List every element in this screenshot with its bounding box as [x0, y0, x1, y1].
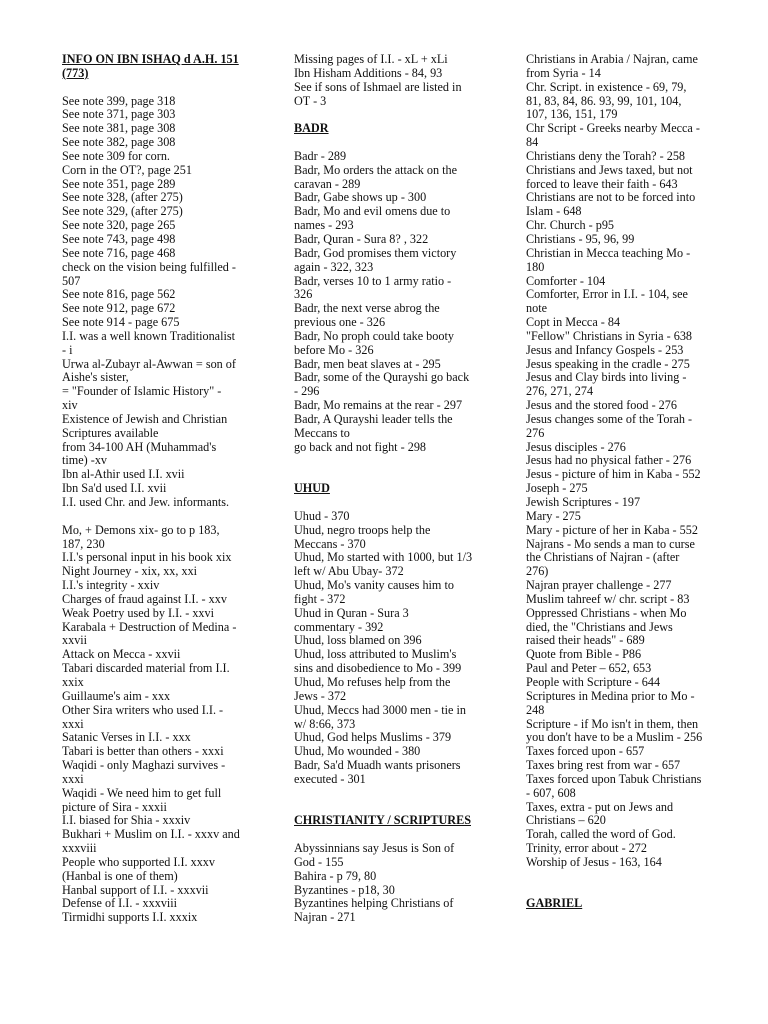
index-entry: Weak Poetry used by I.I. - xxvi — [62, 605, 215, 620]
index-entry: Oppressed Christians - when Mo — [526, 605, 687, 620]
blank-line — [62, 81, 277, 95]
index-entry: 326 — [294, 287, 313, 302]
index-entry: Badr, Quran - Sura 8? , 322 — [294, 231, 429, 246]
index-entry: died, the "Christians and Jews — [526, 619, 673, 634]
index-entry: 180 — [526, 259, 545, 274]
index-entry: Trinity, error about - 272 — [526, 841, 647, 856]
index-entry: Existence of Jewish and Christian — [62, 411, 228, 426]
index-entry: 276 — [526, 425, 545, 440]
index-entry: raised their heads" - 689 — [526, 633, 645, 648]
index-entry: Jewish Scriptures - 197 — [526, 495, 641, 509]
index-entry: Jesus and the stored food - 276 — [526, 398, 677, 413]
index-entry: previous one - 326 — [294, 315, 386, 330]
index-entry: left w/ Abu Ubay- 372 — [294, 564, 404, 579]
index-entry: Badr, Mo orders the attack on the — [294, 162, 457, 177]
index-entry: Uhud, Meccs had 3000 men - tie in — [294, 702, 466, 717]
index-entry: Jesus changes some of the Torah - — [526, 411, 693, 426]
index-entry: Bahira - p 79, 80 — [294, 868, 377, 883]
index-entry: Night Journey - xix, xx, xxi — [62, 564, 198, 579]
index-entry: Badr, Mo and evil omens due to — [294, 204, 451, 219]
index-entry: Uhud, loss blamed on 396 — [294, 633, 422, 648]
index-entry: Uhud, Mo wounded - 380 — [294, 744, 421, 759]
index-entry: caravan - 289 — [294, 176, 361, 191]
index-entry: Ibn al-Athir used I.I. xvii — [62, 467, 185, 482]
index-entry: forced to leave their faith - 643 — [526, 176, 678, 191]
index-entry: Badr, verses 10 to 1 army ratio - — [294, 273, 452, 288]
index-entry: Uhud, Mo's vanity causes him to — [294, 578, 454, 593]
index-entry: Ibn Hisham Additions - 84, 93 — [294, 65, 443, 80]
index-entry: See note 816, page 562 — [62, 287, 176, 302]
blank-line — [294, 108, 488, 122]
index-entry: 84 — [526, 135, 539, 150]
index-entry: Jesus and Infancy Gospels - 253 — [526, 342, 684, 357]
index-entry: Scripture - if Mo isn't in them, then — [526, 716, 699, 731]
index-entry: Badr, the next verse abrog the — [294, 301, 440, 316]
index-entry: See note 320, page 265 — [62, 218, 176, 233]
index-entry: See note 329, (after 275) — [62, 204, 183, 219]
index-entry: Satanic Verses in I.I. - xxx — [62, 730, 191, 745]
index-entry: check on the vision being fulfilled - — [62, 259, 236, 274]
index-entry: Badr, some of the Qurayshi go back — [294, 370, 470, 385]
index-entry: Taxes forced upon Tabuk Christians — [526, 771, 702, 786]
index-entry: (Hanbal is one of them) — [62, 868, 178, 883]
index-column-3 — [526, 53, 721, 911]
index-entry: sins and disobedience to Mo - 399 — [294, 661, 462, 676]
index-entry: Chr. Church - p95 — [526, 218, 615, 233]
index-entry: Byzantines - p18, 30 — [294, 882, 395, 897]
index-entry: 248 — [526, 702, 545, 717]
index-entry: See note 371, page 303 — [62, 107, 176, 122]
index-entry: Taxes forced upon - 657 — [526, 744, 645, 759]
index-entry: Paul and Peter – 652, 653 — [526, 661, 652, 676]
index-entry: See note 743, page 498 — [62, 231, 176, 246]
blank-line — [294, 801, 488, 815]
index-entry: Comforter - 104 — [526, 273, 606, 288]
index-entry: Najrans - Mo sends a man to curse — [526, 536, 695, 551]
index-entry: Guillaume's aim - xxx — [62, 688, 171, 703]
index-entry: Chr. Script. in existence - 69, 79, — [526, 79, 687, 94]
index-entry: See note 351, page 289 — [62, 176, 176, 191]
index-entry: See note 914 - page 675 — [62, 315, 180, 330]
index-entry: Jews - 372 — [294, 688, 347, 703]
index-entry: Christians - 95, 96, 99 — [526, 231, 635, 246]
index-entry: Defense of I.I. - xxxviii — [62, 896, 178, 911]
index-entry: Islam - 648 — [526, 204, 582, 219]
index-entry: Mary - picture of her in Kaba - 552 — [526, 522, 698, 537]
index-entry: See note 399, page 318 — [62, 93, 176, 108]
blank-line — [294, 496, 488, 510]
index-entry: - 607, 608 — [526, 785, 576, 800]
index-entry: commentary - 392 — [294, 619, 384, 634]
index-entry: Badr, Sa'd Muadh wants prisoners — [294, 758, 461, 773]
index-entry: again - 322, 323 — [294, 259, 374, 274]
section-heading-christianity-scriptures: CHRISTIANITY / SCRIPTURES — [294, 813, 471, 828]
index-entry: Chr Script - Greeks nearby Mecca - — [526, 121, 700, 136]
index-entry: xxix — [62, 674, 84, 689]
index-entry: xxxi — [62, 716, 84, 731]
index-entry: fight - 372 — [294, 591, 346, 606]
index-entry: Uhud, Mo refuses help from the — [294, 674, 451, 689]
index-entry: People who supported I.I. xxxv — [62, 854, 215, 869]
index-entry: Taxes, extra - put on Jews and — [526, 799, 674, 814]
index-entry: I.I. biased for Shia - xxxiv — [62, 813, 191, 828]
index-entry: See note 912, page 672 — [62, 301, 176, 316]
index-entry: I.I.'s personal input in his book xix — [62, 550, 232, 565]
index-entry: from Syria - 14 — [526, 65, 601, 80]
index-entry: Jesus disciples - 276 — [526, 439, 626, 454]
blank-line — [294, 136, 488, 150]
blank-line — [526, 870, 721, 884]
index-entry: Tabari discarded material from I.I. — [62, 661, 230, 676]
index-entry: I.I.'s integrity - xxiv — [62, 578, 160, 593]
index-entry: God - 155 — [294, 854, 344, 869]
index-entry: "Fellow" Christians in Syria - 638 — [526, 328, 693, 343]
index-entry: Abyssinnians say Jesus is Son of — [294, 841, 455, 856]
index-entry: 107, 136, 151, 179 — [526, 107, 618, 122]
index-entry: People with Scripture - 644 — [526, 674, 661, 689]
index-entry: Badr, men beat slaves at - 295 — [294, 356, 441, 371]
index-entry: you don't have to be a Muslim - 256 — [526, 730, 703, 745]
index-entry: names - 293 — [294, 218, 354, 233]
index-entry: Badr, God promises them victory — [294, 245, 457, 260]
blank-line — [294, 828, 488, 842]
index-entry: from 34-100 AH (Muhammad's — [62, 439, 217, 454]
index-entry: executed - 301 — [294, 771, 366, 786]
index-entry: Uhud, negro troops help the — [294, 522, 431, 537]
index-entry: = "Founder of Islamic History" - — [62, 384, 222, 399]
index-entry: Badr, A Qurayshi leader tells the — [294, 411, 453, 426]
index-entry: Badr - 289 — [294, 148, 347, 163]
index-entry: See if sons of Ishmael are listed in — [294, 79, 462, 94]
blank-line — [294, 468, 488, 482]
section-heading-uhud: UHUD — [294, 481, 330, 496]
index-entry: 81, 83, 84, 86. 93, 99, 101, 104, — [526, 93, 682, 108]
index-entry: Scriptures in Medina prior to Mo - — [526, 688, 695, 703]
index-entry: Christians and Jews taxed, but not — [526, 162, 693, 177]
index-entry: Uhud, loss attributed to Muslim's — [294, 647, 457, 662]
blank-line — [294, 787, 488, 801]
index-entry: w/ 8:66, 373 — [294, 716, 356, 731]
index-entry: Christian in Mecca teaching Mo - — [526, 245, 691, 260]
blank-line — [294, 454, 488, 468]
section-heading-badr: BADR — [294, 121, 329, 136]
index-entry: See note 309 for corn. — [62, 148, 170, 163]
index-entry: Uhud - 370 — [294, 508, 350, 523]
index-entry: Mary - 275 — [526, 508, 581, 523]
index-column-2 — [294, 53, 488, 925]
index-entry: the Christians of Najran - (after — [526, 550, 680, 565]
index-entry: Badr, Mo remains at the rear - 297 — [294, 398, 463, 413]
index-entry: Badr, Gabe shows up - 300 — [294, 190, 427, 205]
index-entry: Scriptures available — [62, 425, 159, 440]
index-entry: Joseph - 275 — [526, 481, 588, 496]
index-entry: Ibn Sa'd used I.I. xvii — [62, 481, 167, 496]
index-entry: Christians deny the Torah? - 258 — [526, 148, 686, 163]
index-entry: Quote from Bible - P86 — [526, 647, 642, 662]
index-entry: Hanbal support of I.I. - xxxvii — [62, 882, 209, 897]
index-entry: xxvii — [62, 633, 88, 648]
index-entry: Aishe's sister, — [62, 370, 129, 385]
index-entry: xiv — [62, 398, 78, 413]
index-entry: Tabari is better than others - xxxi — [62, 744, 224, 759]
index-entry: Corn in the OT?, page 251 — [62, 162, 192, 177]
index-entry: See note 328, (after 275) — [62, 190, 183, 205]
index-entry: Uhud, Mo started with 1000, but 1/3 — [294, 550, 473, 565]
index-entry: Byzantines helping Christians of — [294, 896, 454, 911]
index-entry: Christians – 620 — [526, 813, 606, 828]
index-entry: See note 716, page 468 — [62, 245, 176, 260]
index-entry: - 296 — [294, 384, 320, 399]
index-entry: Comforter, Error in I.I. - 104, see — [526, 287, 688, 302]
index-entry: I.I. used Chr. and Jew. informants. — [62, 495, 230, 509]
index-column-1 — [62, 53, 277, 925]
index-entry: Worship of Jesus - 163, 164 — [526, 854, 662, 869]
blank-line — [526, 884, 721, 898]
index-entry: See note 381, page 308 — [62, 121, 176, 136]
index-entry: picture of Sira - xxxii — [62, 799, 167, 814]
index-entry: 507 — [62, 273, 81, 288]
index-entry: Meccans to — [294, 425, 350, 440]
index-entry: Mo, + Demons xix- go to p 183, — [62, 522, 220, 537]
index-entry: Christians are not to be forced into — [526, 190, 696, 205]
blank-line — [62, 510, 277, 524]
index-entry: Uhud in Quran - Sura 3 — [294, 605, 409, 620]
index-entry: Missing pages of I.I. - xL + xLi — [294, 52, 448, 66]
index-entry: Jesus - picture of him in Kaba - 552 — [526, 467, 701, 482]
index-entry: time) -xv — [62, 453, 108, 468]
index-entry: Christians in Arabia / Najran, came — [526, 52, 698, 66]
index-entry: Tirmidhi supports I.I. xxxix — [62, 910, 198, 925]
index-entry: Muslim tahreef w/ chr. script - 83 — [526, 591, 690, 606]
index-entry: 276) — [526, 564, 549, 579]
index-entry: Jesus speaking in the cradle - 275 — [526, 356, 690, 371]
section-heading-info-on-ibn-ishaq-d-a-h-151: INFO ON IBN ISHAQ d A.H. 151 — [62, 52, 239, 66]
index-entry: 187, 230 — [62, 536, 105, 551]
index-entry: See note 382, page 308 — [62, 135, 176, 150]
index-entry: 276, 271, 274 — [526, 384, 594, 399]
index-entry: Waqidi - We need him to get full — [62, 785, 222, 800]
index-entry: xxxviii — [62, 841, 97, 856]
index-entry: Bukhari + Muslim on I.I. - xxxv and — [62, 827, 240, 842]
index-entry: Taxes bring rest from war - 657 — [526, 758, 681, 773]
section-heading-773: (773) — [62, 65, 89, 80]
index-entry: Najran - 271 — [294, 910, 356, 925]
index-entry: go back and not fight - 298 — [294, 439, 427, 454]
index-entry: Meccans - 370 — [294, 536, 366, 551]
index-entry: Attack on Mecca - xxvii — [62, 647, 181, 662]
index-entry: Jesus had no physical father - 276 — [526, 453, 692, 468]
index-entry: - i — [62, 342, 73, 357]
index-entry: Jesus and Clay birds into living - — [526, 370, 687, 385]
index-entry: OT - 3 — [294, 93, 327, 108]
index-entry: Badr, No proph could take booty — [294, 328, 454, 343]
index-entry: Copt in Mecca - 84 — [526, 315, 621, 330]
index-entry: Charges of fraud against I.I. - xxv — [62, 591, 227, 606]
index-entry: xxxi — [62, 771, 84, 786]
index-entry: Najran prayer challenge - 277 — [526, 578, 672, 593]
index-entry: note — [526, 301, 547, 316]
index-entry: before Mo - 326 — [294, 342, 374, 357]
index-entry: Urwa al-Zubayr al-Awwan = son of — [62, 356, 236, 371]
index-entry: Torah, called the word of God. — [526, 827, 676, 842]
section-heading-gabriel: GABRIEL — [526, 896, 583, 911]
index-entry: Uhud, God helps Muslims - 379 — [294, 730, 452, 745]
index-entry: Waqidi - only Maghazi survives - — [62, 758, 226, 773]
index-entry: I.I. was a well known Traditionalist — [62, 328, 235, 343]
index-entry: Other Sira writers who used I.I. - — [62, 702, 224, 717]
index-entry: Karabala + Destruction of Medina - — [62, 619, 237, 634]
